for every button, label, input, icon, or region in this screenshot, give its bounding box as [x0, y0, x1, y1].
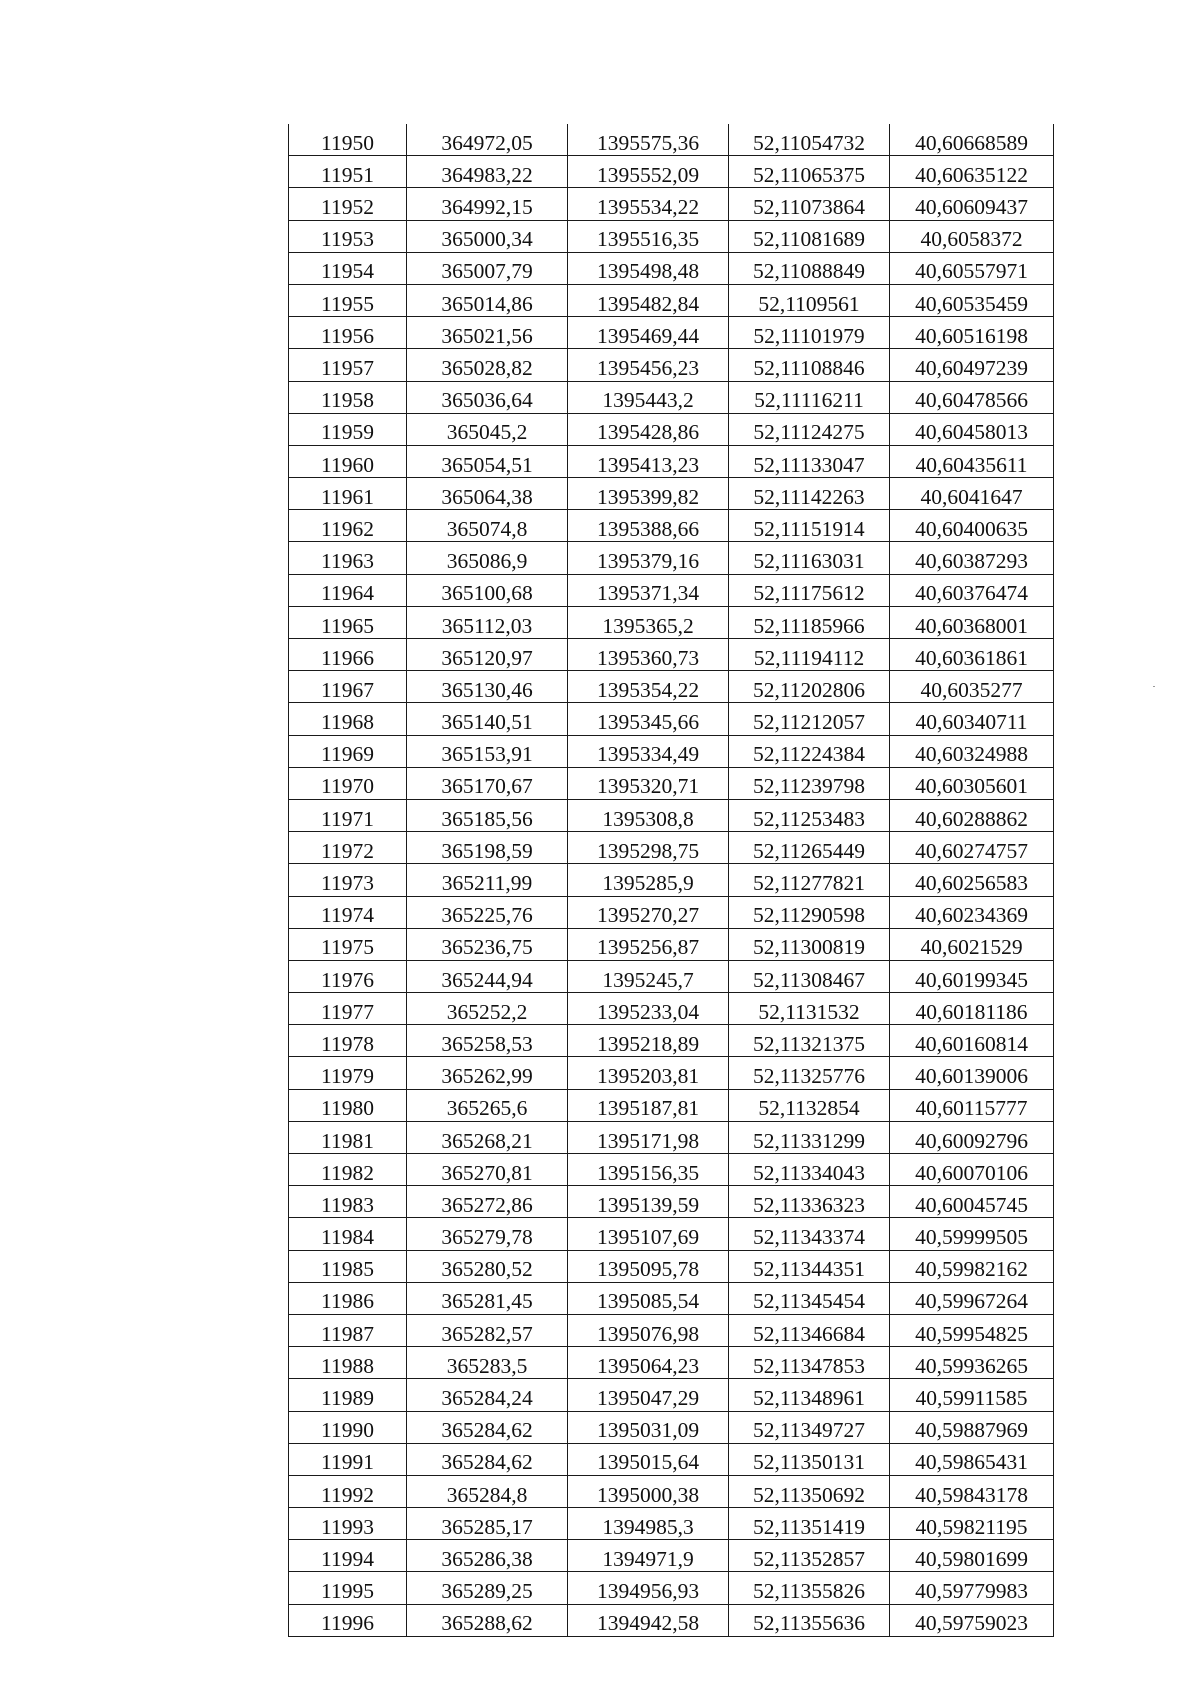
table-row — [289, 1121, 1054, 1153]
table-row — [289, 1475, 1054, 1507]
table-row — [289, 413, 1054, 445]
point-number-cell: 11957 — [289, 349, 407, 381]
y-coordinate-cell: 1395413,23 — [568, 445, 729, 477]
x-coordinate-cell: 365153,91 — [407, 735, 568, 767]
longitude-cell: 40,60324988 — [890, 735, 1054, 767]
point-number-cell: 11990 — [289, 1411, 407, 1443]
coordinate-table-body — [289, 124, 1054, 1636]
y-coordinate-cell: 1395320,71 — [568, 767, 729, 799]
x-coordinate-cell: 365100,68 — [407, 574, 568, 606]
point-number-cell: 11995 — [289, 1572, 407, 1604]
x-coordinate-cell: 365086,9 — [407, 542, 568, 574]
x-coordinate-cell: 365268,21 — [407, 1121, 568, 1153]
x-coordinate-cell: 365028,82 — [407, 349, 568, 381]
table-row — [289, 735, 1054, 767]
latitude-cell: 52,11151914 — [729, 510, 890, 542]
latitude-cell: 52,11355636 — [729, 1604, 890, 1636]
point-number-cell: 11989 — [289, 1379, 407, 1411]
longitude-cell: 40,59865431 — [890, 1443, 1054, 1475]
latitude-cell: 52,1131532 — [729, 993, 890, 1025]
y-coordinate-cell: 1395203,81 — [568, 1057, 729, 1089]
table-row — [289, 124, 1054, 156]
y-coordinate-cell: 1394956,93 — [568, 1572, 729, 1604]
table-row — [289, 993, 1054, 1025]
x-coordinate-cell: 365252,2 — [407, 993, 568, 1025]
y-coordinate-cell: 1395064,23 — [568, 1347, 729, 1379]
longitude-cell: 40,60274757 — [890, 832, 1054, 864]
table-row — [289, 574, 1054, 606]
point-number-cell: 11985 — [289, 1250, 407, 1282]
table-row — [289, 1057, 1054, 1089]
x-coordinate-cell: 365064,38 — [407, 478, 568, 510]
longitude-cell: 40,59801699 — [890, 1540, 1054, 1572]
y-coordinate-cell: 1395245,7 — [568, 960, 729, 992]
table-row — [289, 960, 1054, 992]
longitude-cell: 40,60557971 — [890, 252, 1054, 284]
point-number-cell: 11983 — [289, 1186, 407, 1218]
y-coordinate-cell: 1395354,22 — [568, 671, 729, 703]
longitude-cell: 40,60668589 — [890, 124, 1054, 156]
latitude-cell: 52,11175612 — [729, 574, 890, 606]
longitude-cell: 40,6058372 — [890, 220, 1054, 252]
longitude-cell: 40,59954825 — [890, 1314, 1054, 1346]
y-coordinate-cell: 1395388,66 — [568, 510, 729, 542]
y-coordinate-cell: 1394942,58 — [568, 1604, 729, 1636]
point-number-cell: 11993 — [289, 1508, 407, 1540]
y-coordinate-cell: 1395000,38 — [568, 1475, 729, 1507]
latitude-cell: 52,11336323 — [729, 1186, 890, 1218]
longitude-cell: 40,59779983 — [890, 1572, 1054, 1604]
latitude-cell: 52,11202806 — [729, 671, 890, 703]
longitude-cell: 40,6021529 — [890, 928, 1054, 960]
table-row — [289, 445, 1054, 477]
latitude-cell: 52,11345454 — [729, 1282, 890, 1314]
point-number-cell: 11964 — [289, 574, 407, 606]
y-coordinate-cell: 1395233,04 — [568, 993, 729, 1025]
point-number-cell: 11984 — [289, 1218, 407, 1250]
latitude-cell: 52,11290598 — [729, 896, 890, 928]
point-number-cell: 11971 — [289, 799, 407, 831]
y-coordinate-cell: 1395085,54 — [568, 1282, 729, 1314]
longitude-cell: 40,60199345 — [890, 960, 1054, 992]
y-coordinate-cell: 1395428,86 — [568, 413, 729, 445]
point-number-cell: 11960 — [289, 445, 407, 477]
y-coordinate-cell: 1395482,84 — [568, 284, 729, 316]
latitude-cell: 52,11349727 — [729, 1411, 890, 1443]
table-row — [289, 1604, 1054, 1636]
table-row — [289, 1282, 1054, 1314]
table-row — [289, 284, 1054, 316]
longitude-cell: 40,60535459 — [890, 284, 1054, 316]
point-number-cell: 11979 — [289, 1057, 407, 1089]
x-coordinate-cell: 365211,99 — [407, 864, 568, 896]
table-row — [289, 671, 1054, 703]
latitude-cell: 52,11088849 — [729, 252, 890, 284]
point-number-cell: 11991 — [289, 1443, 407, 1475]
table-row — [289, 188, 1054, 220]
table-row — [289, 864, 1054, 896]
point-number-cell: 11988 — [289, 1347, 407, 1379]
table-row — [289, 1154, 1054, 1186]
longitude-cell: 40,60361861 — [890, 639, 1054, 671]
y-coordinate-cell: 1395047,29 — [568, 1379, 729, 1411]
longitude-cell: 40,59821195 — [890, 1508, 1054, 1540]
table-row — [289, 1540, 1054, 1572]
x-coordinate-cell: 365198,59 — [407, 832, 568, 864]
y-coordinate-cell: 1395534,22 — [568, 188, 729, 220]
x-coordinate-cell: 365284,62 — [407, 1443, 568, 1475]
table-row — [289, 349, 1054, 381]
point-number-cell: 11967 — [289, 671, 407, 703]
table-row — [289, 1186, 1054, 1218]
x-coordinate-cell: 365185,56 — [407, 799, 568, 831]
latitude-cell: 52,11355826 — [729, 1572, 890, 1604]
latitude-cell: 52,11224384 — [729, 735, 890, 767]
x-coordinate-cell: 365236,75 — [407, 928, 568, 960]
point-number-cell: 11962 — [289, 510, 407, 542]
longitude-cell: 40,60400635 — [890, 510, 1054, 542]
table-row — [289, 1218, 1054, 1250]
x-coordinate-cell: 364983,22 — [407, 156, 568, 188]
x-coordinate-cell: 365286,38 — [407, 1540, 568, 1572]
y-coordinate-cell: 1395443,2 — [568, 381, 729, 413]
x-coordinate-cell: 365225,76 — [407, 896, 568, 928]
longitude-cell: 40,59999505 — [890, 1218, 1054, 1250]
point-number-cell: 11992 — [289, 1475, 407, 1507]
y-coordinate-cell: 1395334,49 — [568, 735, 729, 767]
y-coordinate-cell: 1395365,2 — [568, 606, 729, 638]
x-coordinate-cell: 365258,53 — [407, 1025, 568, 1057]
table-row — [289, 1411, 1054, 1443]
point-number-cell: 11965 — [289, 606, 407, 638]
x-coordinate-cell: 364972,05 — [407, 124, 568, 156]
longitude-cell: 40,59887969 — [890, 1411, 1054, 1443]
longitude-cell: 40,6035277 — [890, 671, 1054, 703]
y-coordinate-cell: 1395256,87 — [568, 928, 729, 960]
table-row — [289, 1025, 1054, 1057]
x-coordinate-cell: 365284,8 — [407, 1475, 568, 1507]
point-number-cell: 11950 — [289, 124, 407, 156]
y-coordinate-cell: 1395171,98 — [568, 1121, 729, 1153]
point-number-cell: 11974 — [289, 896, 407, 928]
y-coordinate-cell: 1395139,59 — [568, 1186, 729, 1218]
latitude-cell: 52,11212057 — [729, 703, 890, 735]
point-number-cell: 11968 — [289, 703, 407, 735]
latitude-cell: 52,11073864 — [729, 188, 890, 220]
x-coordinate-cell: 365054,51 — [407, 445, 568, 477]
y-coordinate-cell: 1395187,81 — [568, 1089, 729, 1121]
latitude-cell: 52,11351419 — [729, 1508, 890, 1540]
y-coordinate-cell: 1394985,3 — [568, 1508, 729, 1540]
longitude-cell: 40,60139006 — [890, 1057, 1054, 1089]
y-coordinate-cell: 1395516,35 — [568, 220, 729, 252]
latitude-cell: 52,11108846 — [729, 349, 890, 381]
x-coordinate-cell: 365289,25 — [407, 1572, 568, 1604]
longitude-cell: 40,59911585 — [890, 1379, 1054, 1411]
table-row — [289, 1443, 1054, 1475]
x-coordinate-cell: 365279,78 — [407, 1218, 568, 1250]
x-coordinate-cell: 365262,99 — [407, 1057, 568, 1089]
latitude-cell: 52,11142263 — [729, 478, 890, 510]
latitude-cell: 52,11054732 — [729, 124, 890, 156]
table-row — [289, 1314, 1054, 1346]
latitude-cell: 52,11265449 — [729, 832, 890, 864]
latitude-cell: 52,11352857 — [729, 1540, 890, 1572]
point-number-cell: 11956 — [289, 317, 407, 349]
longitude-cell: 40,59982162 — [890, 1250, 1054, 1282]
point-number-cell: 11973 — [289, 864, 407, 896]
y-coordinate-cell: 1395270,27 — [568, 896, 729, 928]
y-coordinate-cell: 1395095,78 — [568, 1250, 729, 1282]
longitude-cell: 40,60609437 — [890, 188, 1054, 220]
y-coordinate-cell: 1395371,34 — [568, 574, 729, 606]
latitude-cell: 52,1132854 — [729, 1089, 890, 1121]
point-number-cell: 11970 — [289, 767, 407, 799]
point-number-cell: 11951 — [289, 156, 407, 188]
longitude-cell: 40,60181186 — [890, 993, 1054, 1025]
latitude-cell: 52,11124275 — [729, 413, 890, 445]
latitude-cell: 52,11277821 — [729, 864, 890, 896]
x-coordinate-cell: 365288,62 — [407, 1604, 568, 1636]
latitude-cell: 52,11163031 — [729, 542, 890, 574]
latitude-cell: 52,11347853 — [729, 1347, 890, 1379]
y-coordinate-cell: 1395298,75 — [568, 832, 729, 864]
longitude-cell: 40,60115777 — [890, 1089, 1054, 1121]
point-number-cell: 11961 — [289, 478, 407, 510]
latitude-cell: 52,11239798 — [729, 767, 890, 799]
x-coordinate-cell: 364992,15 — [407, 188, 568, 220]
longitude-cell: 40,60478566 — [890, 381, 1054, 413]
longitude-cell: 40,59843178 — [890, 1475, 1054, 1507]
longitude-cell: 40,60070106 — [890, 1154, 1054, 1186]
table-row — [289, 703, 1054, 735]
x-coordinate-cell: 365284,24 — [407, 1379, 568, 1411]
longitude-cell: 40,60160814 — [890, 1025, 1054, 1057]
x-coordinate-cell: 365000,34 — [407, 220, 568, 252]
point-number-cell: 11963 — [289, 542, 407, 574]
point-number-cell: 11953 — [289, 220, 407, 252]
y-coordinate-cell: 1395379,16 — [568, 542, 729, 574]
x-coordinate-cell: 365112,03 — [407, 606, 568, 638]
table-row — [289, 1250, 1054, 1282]
table-row — [289, 832, 1054, 864]
y-coordinate-cell: 1395031,09 — [568, 1411, 729, 1443]
x-coordinate-cell: 365036,64 — [407, 381, 568, 413]
x-coordinate-cell: 365007,79 — [407, 252, 568, 284]
x-coordinate-cell: 365283,5 — [407, 1347, 568, 1379]
x-coordinate-cell: 365140,51 — [407, 703, 568, 735]
x-coordinate-cell: 365074,8 — [407, 510, 568, 542]
longitude-cell: 40,60340711 — [890, 703, 1054, 735]
table-row — [289, 317, 1054, 349]
longitude-cell: 40,60045745 — [890, 1186, 1054, 1218]
point-number-cell: 11976 — [289, 960, 407, 992]
latitude-cell: 52,11300819 — [729, 928, 890, 960]
latitude-cell: 52,11350692 — [729, 1475, 890, 1507]
y-coordinate-cell: 1395218,89 — [568, 1025, 729, 1057]
point-number-cell: 11980 — [289, 1089, 407, 1121]
latitude-cell: 52,11325776 — [729, 1057, 890, 1089]
x-coordinate-cell: 365272,86 — [407, 1186, 568, 1218]
table-row — [289, 767, 1054, 799]
latitude-cell: 52,11101979 — [729, 317, 890, 349]
x-coordinate-cell: 365280,52 — [407, 1250, 568, 1282]
table-row — [289, 381, 1054, 413]
x-coordinate-cell: 365120,97 — [407, 639, 568, 671]
table-row — [289, 1508, 1054, 1540]
latitude-cell: 52,11350131 — [729, 1443, 890, 1475]
latitude-cell: 52,11253483 — [729, 799, 890, 831]
point-number-cell: 11987 — [289, 1314, 407, 1346]
y-coordinate-cell: 1395076,98 — [568, 1314, 729, 1346]
latitude-cell: 52,1109561 — [729, 284, 890, 316]
table-row — [289, 639, 1054, 671]
y-coordinate-cell: 1394971,9 — [568, 1540, 729, 1572]
latitude-cell: 52,11133047 — [729, 445, 890, 477]
y-coordinate-cell: 1395285,9 — [568, 864, 729, 896]
x-coordinate-cell: 365281,45 — [407, 1282, 568, 1314]
x-coordinate-cell: 365045,2 — [407, 413, 568, 445]
point-number-cell: 11955 — [289, 284, 407, 316]
table-row — [289, 1572, 1054, 1604]
latitude-cell: 52,11346684 — [729, 1314, 890, 1346]
longitude-cell: 40,60368001 — [890, 606, 1054, 638]
x-coordinate-cell: 365021,56 — [407, 317, 568, 349]
latitude-cell: 52,11116211 — [729, 381, 890, 413]
latitude-cell: 52,11334043 — [729, 1154, 890, 1186]
table-row — [289, 542, 1054, 574]
latitude-cell: 52,11081689 — [729, 220, 890, 252]
table-row — [289, 1089, 1054, 1121]
latitude-cell: 52,11065375 — [729, 156, 890, 188]
x-coordinate-cell: 365285,17 — [407, 1508, 568, 1540]
table-row — [289, 896, 1054, 928]
table-row — [289, 156, 1054, 188]
point-number-cell: 11996 — [289, 1604, 407, 1636]
point-number-cell: 11986 — [289, 1282, 407, 1314]
longitude-cell: 40,60376474 — [890, 574, 1054, 606]
latitude-cell: 52,11343374 — [729, 1218, 890, 1250]
table-row — [289, 220, 1054, 252]
y-coordinate-cell: 1395469,44 — [568, 317, 729, 349]
x-coordinate-cell: 365130,46 — [407, 671, 568, 703]
longitude-cell: 40,59936265 — [890, 1347, 1054, 1379]
y-coordinate-cell: 1395552,09 — [568, 156, 729, 188]
x-coordinate-cell: 365014,86 — [407, 284, 568, 316]
longitude-cell: 40,60458013 — [890, 413, 1054, 445]
point-number-cell: 11972 — [289, 832, 407, 864]
point-number-cell: 11959 — [289, 413, 407, 445]
point-number-cell: 11981 — [289, 1121, 407, 1153]
longitude-cell: 40,60516198 — [890, 317, 1054, 349]
table-row — [289, 606, 1054, 638]
point-number-cell: 11969 — [289, 735, 407, 767]
y-coordinate-cell: 1395575,36 — [568, 124, 729, 156]
longitude-cell: 40,60288862 — [890, 799, 1054, 831]
longitude-cell: 40,60635122 — [890, 156, 1054, 188]
y-coordinate-cell: 1395456,23 — [568, 349, 729, 381]
table-row — [289, 1347, 1054, 1379]
latitude-cell: 52,11308467 — [729, 960, 890, 992]
point-number-cell: 11975 — [289, 928, 407, 960]
y-coordinate-cell: 1395156,35 — [568, 1154, 729, 1186]
longitude-cell: 40,60234369 — [890, 896, 1054, 928]
y-coordinate-cell: 1395107,69 — [568, 1218, 729, 1250]
y-coordinate-cell: 1395399,82 — [568, 478, 729, 510]
longitude-cell: 40,59967264 — [890, 1282, 1054, 1314]
scan-speck — [1153, 686, 1155, 687]
longitude-cell: 40,60435611 — [890, 445, 1054, 477]
table-row — [289, 799, 1054, 831]
point-number-cell: 11978 — [289, 1025, 407, 1057]
latitude-cell: 52,11321375 — [729, 1025, 890, 1057]
table-row — [289, 928, 1054, 960]
y-coordinate-cell: 1395308,8 — [568, 799, 729, 831]
x-coordinate-cell: 365170,67 — [407, 767, 568, 799]
x-coordinate-cell: 365244,94 — [407, 960, 568, 992]
x-coordinate-cell: 365282,57 — [407, 1314, 568, 1346]
point-number-cell: 11954 — [289, 252, 407, 284]
longitude-cell: 40,59759023 — [890, 1604, 1054, 1636]
y-coordinate-cell: 1395498,48 — [568, 252, 729, 284]
point-number-cell: 11977 — [289, 993, 407, 1025]
latitude-cell: 52,11344351 — [729, 1250, 890, 1282]
longitude-cell: 40,60497239 — [890, 349, 1054, 381]
coordinate-table — [288, 124, 1054, 1637]
point-number-cell: 11958 — [289, 381, 407, 413]
y-coordinate-cell: 1395015,64 — [568, 1443, 729, 1475]
longitude-cell: 40,60387293 — [890, 542, 1054, 574]
latitude-cell: 52,11331299 — [729, 1121, 890, 1153]
x-coordinate-cell: 365265,6 — [407, 1089, 568, 1121]
point-number-cell: 11982 — [289, 1154, 407, 1186]
longitude-cell: 40,60092796 — [890, 1121, 1054, 1153]
longitude-cell: 40,60256583 — [890, 864, 1054, 896]
table-row — [289, 478, 1054, 510]
latitude-cell: 52,11194112 — [729, 639, 890, 671]
y-coordinate-cell: 1395360,73 — [568, 639, 729, 671]
table-row — [289, 510, 1054, 542]
point-number-cell: 11994 — [289, 1540, 407, 1572]
latitude-cell: 52,11348961 — [729, 1379, 890, 1411]
x-coordinate-cell: 365284,62 — [407, 1411, 568, 1443]
latitude-cell: 52,11185966 — [729, 606, 890, 638]
longitude-cell: 40,60305601 — [890, 767, 1054, 799]
longitude-cell: 40,6041647 — [890, 478, 1054, 510]
point-number-cell: 11966 — [289, 639, 407, 671]
x-coordinate-cell: 365270,81 — [407, 1154, 568, 1186]
table-row — [289, 252, 1054, 284]
table-row — [289, 1379, 1054, 1411]
point-number-cell: 11952 — [289, 188, 407, 220]
y-coordinate-cell: 1395345,66 — [568, 703, 729, 735]
